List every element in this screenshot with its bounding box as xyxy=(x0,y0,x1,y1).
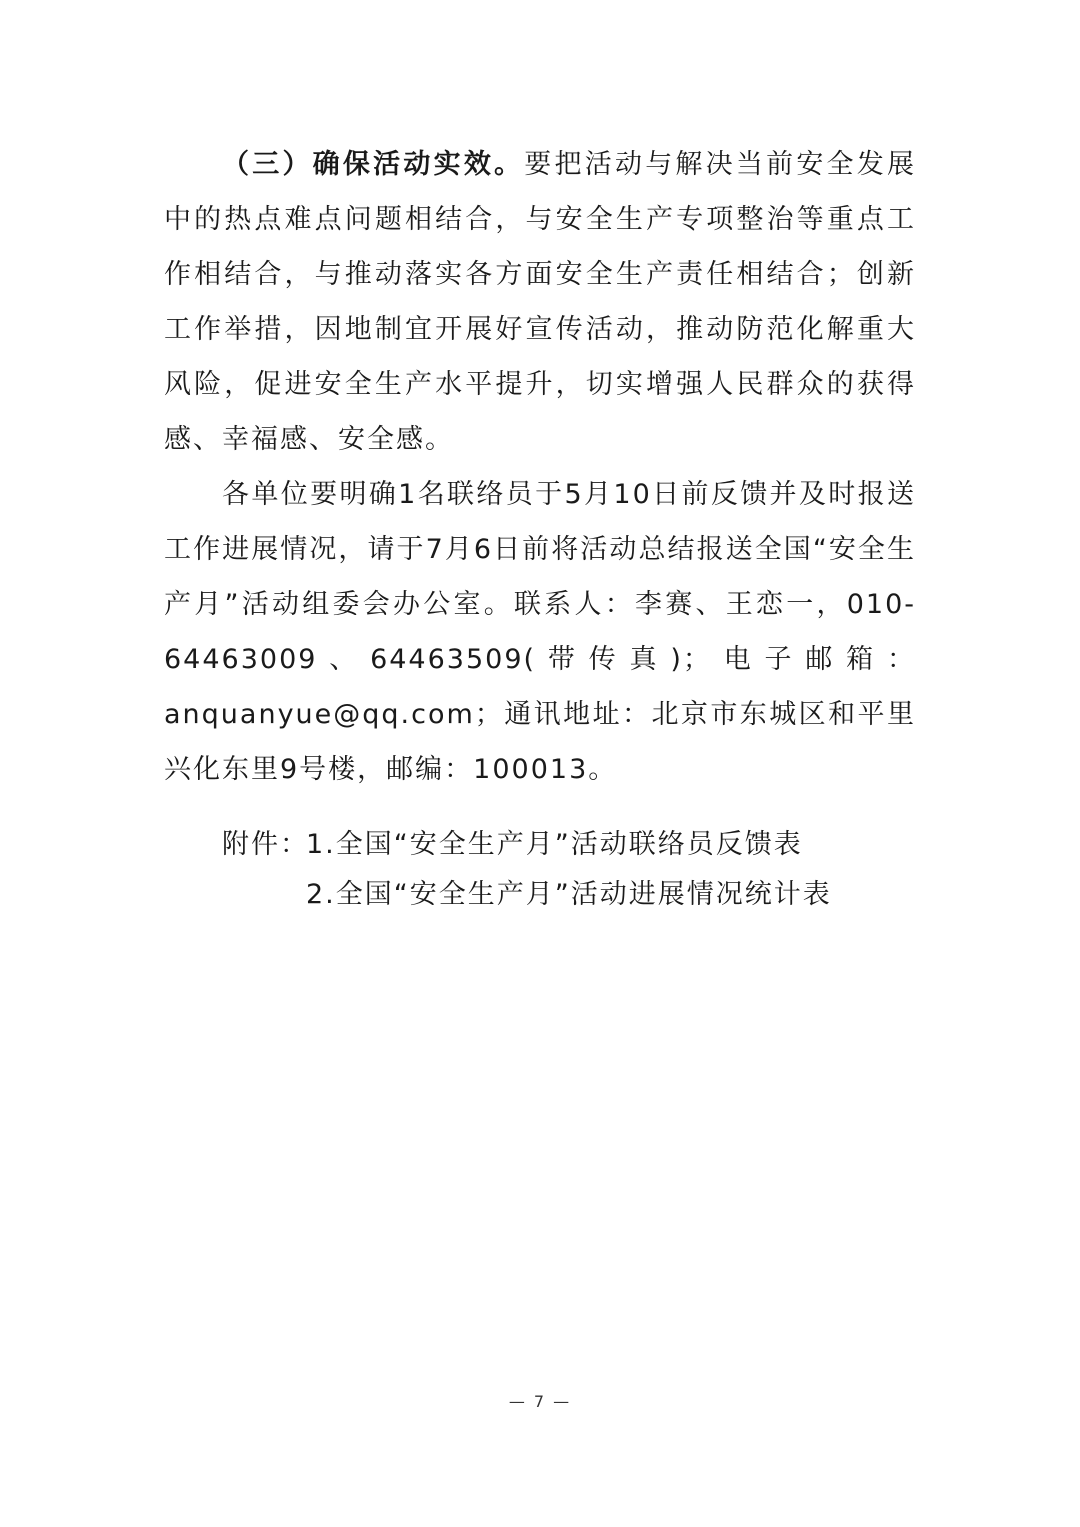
attachments-label: 附件： xyxy=(222,829,309,860)
paragraph-contact-info xyxy=(164,467,916,797)
paragraph-body: 要把活动与解决当前安全发展中的热点难点问题相结合，与安全生产专项整治等重点工作相结合，与推动落实各方面安全生产责任相结合；创新工作举措，因地制宜开展好宣传活动，推动防范化解重大风险，促进安全生产水平提升，切实增强人民群众的获得感、幸福感、安全感。 xyxy=(164,149,917,455)
page-number: — 7 — xyxy=(508,1392,572,1411)
attachment-item-2: 2.全国“安全生产月”活动进展情况统计表 xyxy=(306,879,832,910)
attachment-item-1: 1.全国“安全生产月”活动联络员反馈表 xyxy=(306,829,803,860)
section-heading: （三）确保活动实效。 xyxy=(222,149,525,180)
paragraph-body: 各单位要明确1名联络员于5月10日前反馈并及时报送工作进展情况，请于7月6日前将活动总结报送全国“安全生产月”活动组委会办公室。联系人：李赛、王恋一，010-64463009、64463509(带传真)；电子邮箱：anquanyue@qq.com；通讯地址：北京市东城区和平里兴化东里9号楼，邮编：100013。 xyxy=(164,479,916,785)
paragraph-ensure-effectiveness xyxy=(164,137,916,467)
